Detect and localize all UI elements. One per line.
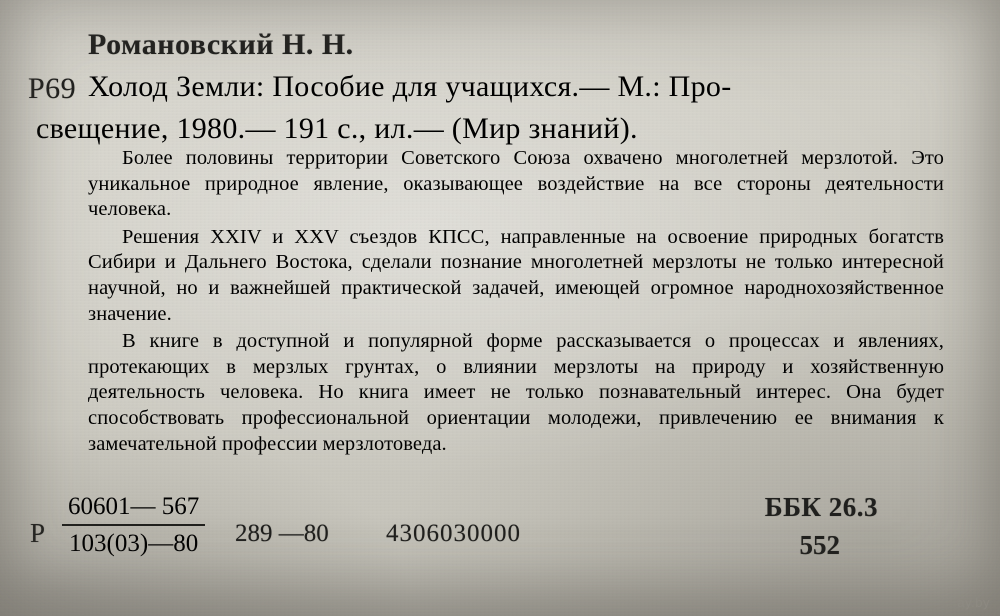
bbk-number: 552 — [799, 530, 840, 560]
code-after-fraction: 289 —80 — [235, 520, 329, 547]
title-line-1: Холод Земли: Пособие для учащихся.— М.: Про- — [88, 70, 732, 103]
code-fraction-denominator: 103(03)—80 — [69, 530, 199, 557]
call-number: Р69 — [28, 72, 77, 105]
annotation-text — [88, 146, 944, 459]
publication-codes — [28, 492, 972, 584]
code-prefix-letter: Р — [30, 518, 46, 548]
annotation-paragraph: Решения XXIV и XXV съездов КПСС, направленные на освоение природных богатств Сибири и Дальнего Востока, сделали познание многолетней мерзлоты не только интересной научной, но и важнейшей практической задачей, имеющей огромное народнохозяйственное значение. — [88, 225, 944, 325]
title-line-2: свещение, 1980.— 191 с., ил.— (Мир знаний). — [36, 112, 638, 145]
code-fraction-numerator: 60601— 567 — [68, 493, 200, 520]
catalog-number: 4306030000 — [386, 520, 521, 547]
code-fraction-bar — [62, 524, 205, 526]
annotation-paragraph: Более половины территории Советского Союза охвачено многолетней мерзлотой. Это уникальное природное явление, оказывающее воздействие на все стороны деятельности человека. — [88, 147, 944, 221]
bbk-label: ББК 26.3 — [764, 492, 878, 522]
author-line: Романовский Н. Н. — [88, 28, 354, 61]
annotation-paragraph: В книге в доступной и популярной форме рассказывается о процессах и явлениях, протекающих в мерзлых грунтах, о влиянии мерзлоты на природу и хозяйственную деятельность человека. Но книга имеет не только познавательный интерес. Она будет способствовать профессиональной ориентации молодежи, привлечению ее внимания к замечательной профессии мерзлотоведа. — [88, 330, 944, 455]
watermark-label: ay.by — [957, 595, 990, 610]
code-fraction — [62, 492, 205, 559]
